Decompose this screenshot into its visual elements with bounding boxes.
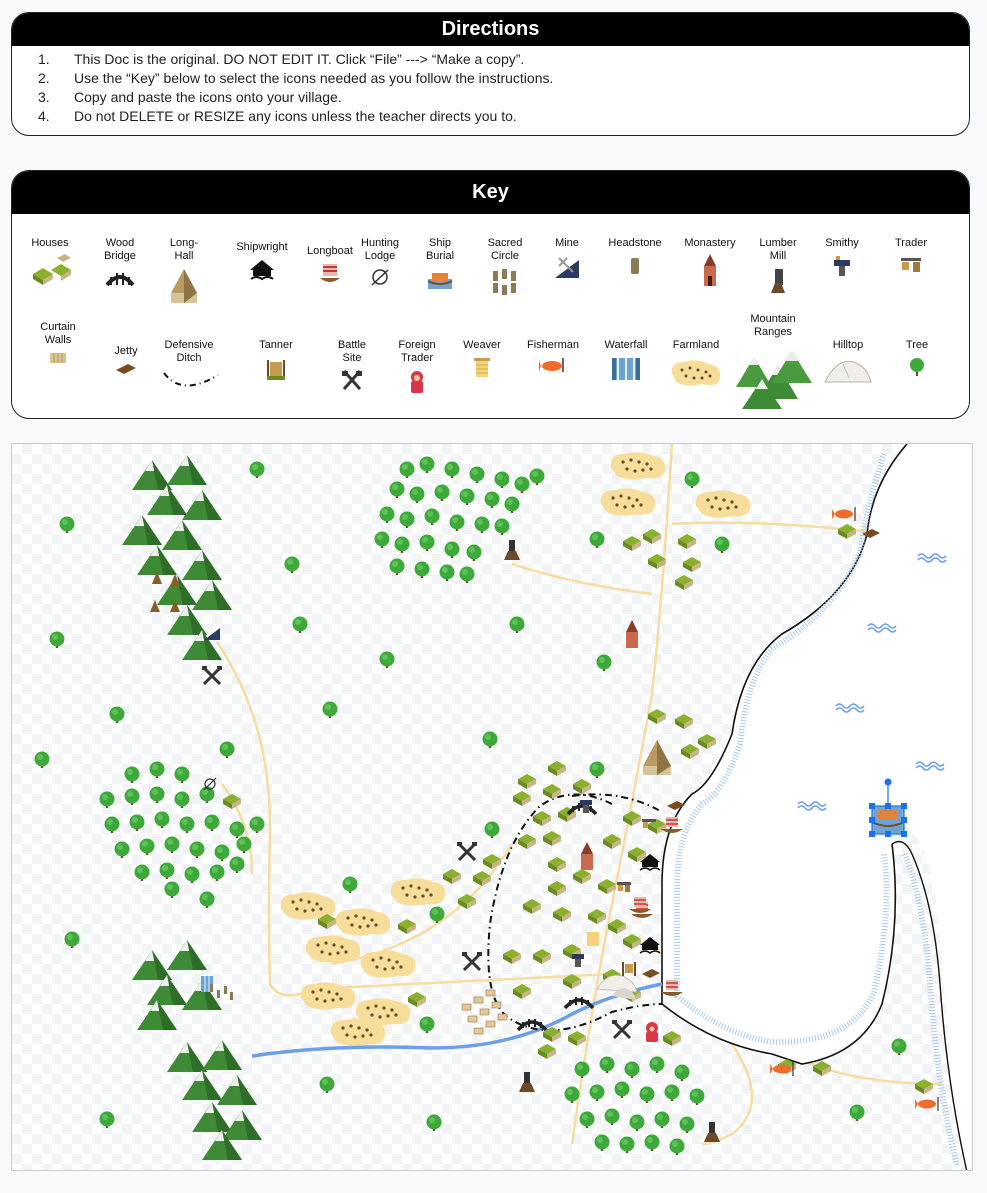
foreign-trader-icon	[407, 369, 427, 395]
key-panel	[11, 170, 970, 419]
key-item-long-hall[interactable]: Long-Hall	[162, 237, 206, 305]
houses-icon	[27, 254, 73, 288]
key-item-waterfall[interactable]: Waterfall	[602, 339, 650, 382]
key-item-ship-burial[interactable]: Ship Burial	[420, 237, 460, 291]
direction-item: 2. Use the “Key” below to select the icons needed as you follow the instructions.	[38, 70, 554, 86]
ship-burial-icon	[425, 267, 455, 291]
key-item-wood-bridge[interactable]: Wood Bridge	[98, 237, 142, 289]
smithy-icon	[830, 254, 854, 278]
directions-title: Directions	[12, 13, 969, 46]
foreign-trader	[646, 1022, 658, 1042]
key-item-headstone[interactable]: Headstone	[604, 237, 666, 276]
key-item-jetty[interactable]: Jetty	[106, 345, 146, 376]
longboat-icon	[318, 262, 342, 286]
key-item-mountain-ranges[interactable]: Mountain Ranges	[740, 313, 806, 413]
mine-icon	[553, 254, 581, 280]
key-item-fisherman[interactable]: Fisherman	[524, 339, 582, 374]
forest-south	[565, 1057, 705, 1156]
headstone-icon	[629, 254, 641, 276]
key-item-sacred-circle[interactable]: Sacred Circle	[482, 237, 528, 295]
key-item-hilltop[interactable]: Hilltop	[826, 339, 870, 384]
fisherman-icon	[539, 356, 567, 374]
tanner-icon	[265, 356, 287, 382]
key-title: Key	[12, 171, 969, 214]
key-item-houses[interactable]: Houses	[26, 237, 74, 288]
key-item-curtain-walls[interactable]: Curtain Walls	[36, 321, 80, 365]
key-item-foreign-trader[interactable]: Foreign Trader	[394, 339, 440, 395]
farmland-icon	[668, 356, 724, 388]
key-item-longboat[interactable]: Longboat	[306, 245, 354, 286]
lumber-mill-icon	[767, 267, 789, 295]
key-item-hunting-lodge[interactable]: Hunting Lodge	[360, 237, 400, 289]
directions-panel	[11, 12, 970, 136]
direction-item: 3. Copy and paste the icons onto your village.	[38, 89, 342, 105]
forest-west	[100, 762, 252, 899]
curtain-walls	[462, 990, 507, 1034]
mountain-ranges-icon	[732, 343, 814, 413]
hunting-lodge-icon	[369, 267, 391, 289]
key-item-tree[interactable]: Tree	[898, 339, 936, 378]
tree-icon	[908, 356, 926, 378]
direction-item: 4. Do not DELETE or RESIZE any icons unless the teacher directs you to.	[38, 108, 517, 124]
key-item-monastery[interactable]: Monastery	[680, 237, 740, 288]
key-item-battle-site[interactable]: Battle Site	[332, 339, 372, 391]
key-item-trader[interactable]: Trader	[886, 237, 936, 276]
rotate-handle[interactable]	[885, 779, 892, 786]
directions-list	[12, 46, 969, 126]
hilltop-icon	[823, 356, 873, 384]
forest-north	[375, 457, 530, 584]
sacred-circle-icon	[489, 267, 521, 295]
long-hall-icon	[167, 267, 201, 305]
key-item-smithy[interactable]: Smithy	[820, 237, 864, 278]
direction-item: 1. This Doc is the original. DO NOT EDIT IT. Click “File” ---> “Make a copy”.	[38, 51, 525, 67]
weaver-icon	[472, 356, 492, 380]
key-item-defensive-ditch[interactable]: Defensive Ditch	[162, 339, 216, 395]
battle-site-icon	[340, 369, 364, 391]
trader-icon	[898, 254, 924, 276]
monastery	[581, 842, 593, 870]
key-item-shipwright[interactable]: Shipwright	[234, 241, 290, 282]
village-map-canvas	[12, 444, 973, 1171]
key-item-lumber-mill[interactable]: Lumber Mill	[756, 237, 800, 295]
village-map[interactable]	[11, 443, 973, 1171]
key-item-farmland[interactable]: Farmland	[668, 339, 724, 388]
mine	[204, 628, 220, 640]
long-hall	[643, 740, 671, 775]
monastery	[626, 620, 638, 648]
key-item-tanner[interactable]: Tanner	[254, 339, 298, 382]
key-item-mine[interactable]: Mine	[550, 237, 584, 280]
mountain-ranges	[122, 455, 262, 1160]
waterfall-icon	[610, 356, 642, 382]
key-item-weaver[interactable]: Weaver	[460, 339, 504, 380]
jetty-icon	[114, 362, 138, 376]
monastery-icon	[700, 254, 720, 288]
defensive-ditch-icon	[162, 369, 222, 395]
wood-bridge-icon	[105, 267, 135, 289]
shipwright-icon	[248, 258, 276, 282]
curtain-walls-icon	[48, 351, 68, 365]
